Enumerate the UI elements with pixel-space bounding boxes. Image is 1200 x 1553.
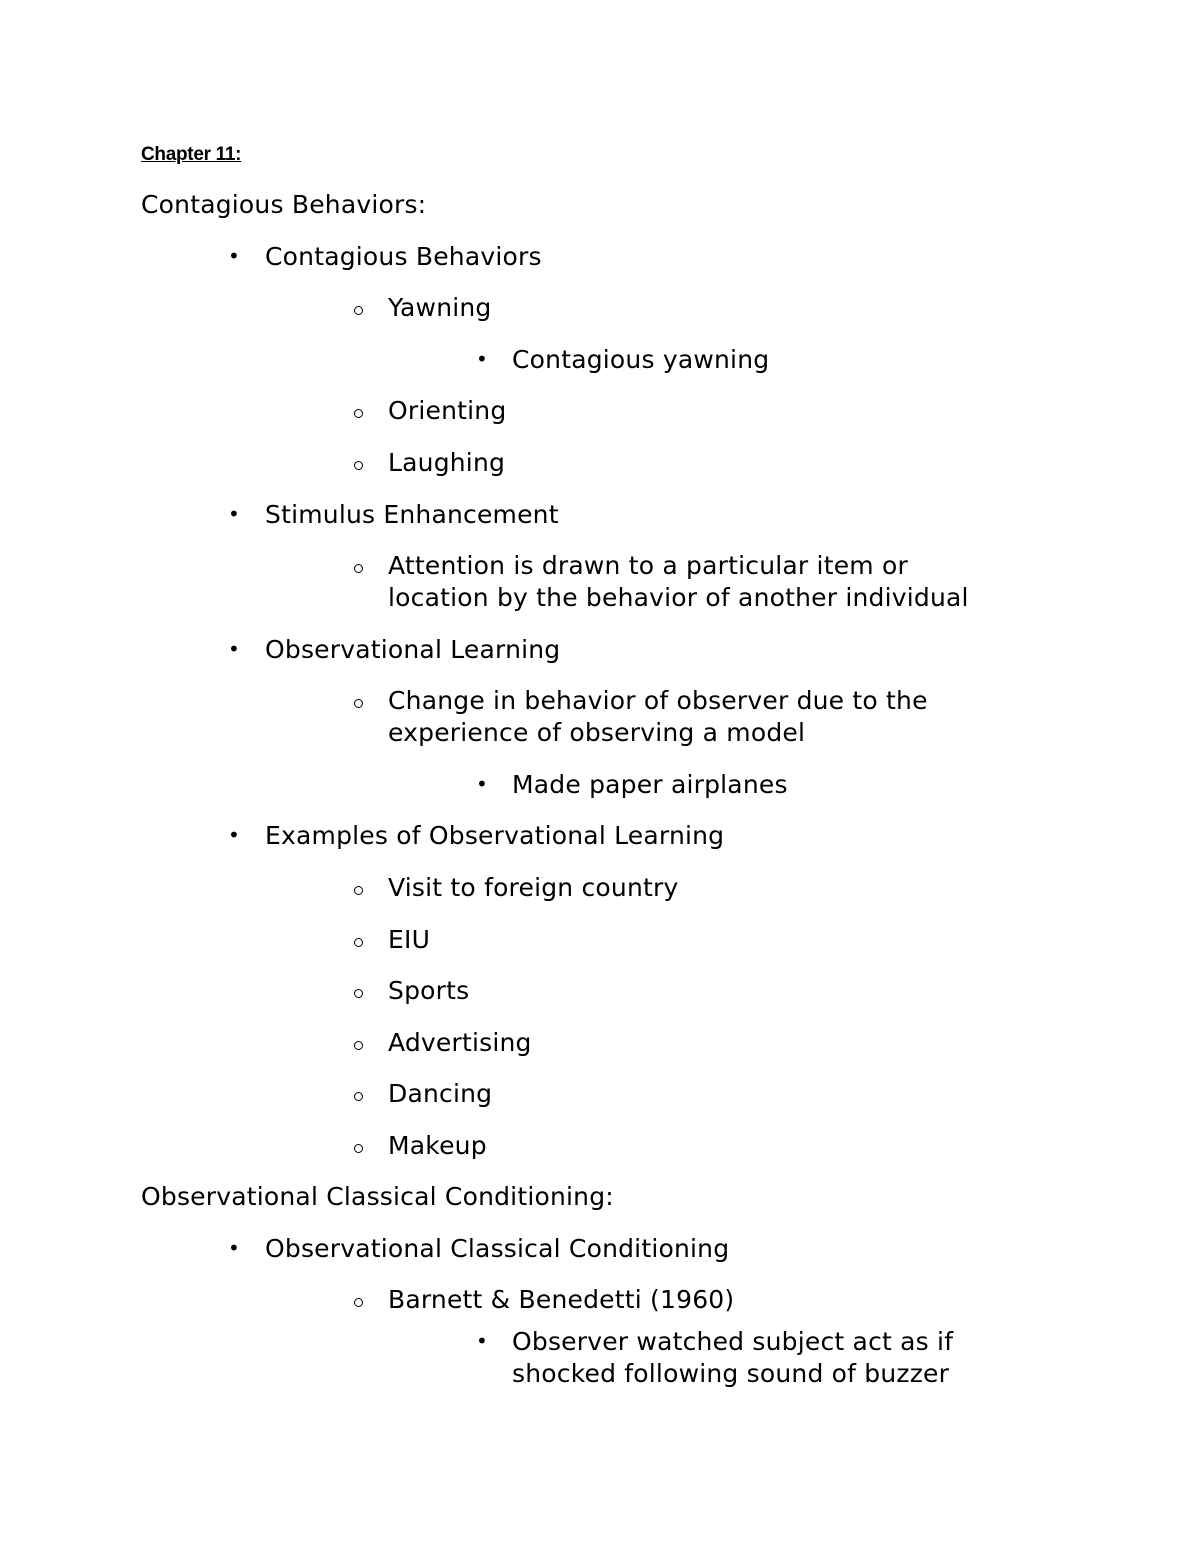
circle-bullet-icon (354, 938, 363, 947)
list-item: Barnett & Benedetti (1960) (388, 1285, 735, 1314)
circle-bullet-icon (354, 1144, 363, 1153)
bullet-icon: • (228, 244, 240, 268)
bullet-icon: • (228, 1236, 240, 1260)
list-item: Orienting (388, 396, 507, 425)
bullet-icon: • (228, 502, 240, 526)
circle-bullet-icon (354, 1041, 363, 1050)
list-item: Sports (388, 976, 470, 1005)
circle-bullet-icon (354, 989, 363, 998)
bullet-icon: • (476, 347, 488, 371)
list-item: Stimulus Enhancement (265, 500, 559, 529)
circle-bullet-icon (354, 1298, 363, 1307)
list-item: Advertising (388, 1028, 532, 1057)
circle-bullet-icon (354, 461, 363, 470)
list-item-continuation: shocked following sound of buzzer (512, 1359, 950, 1388)
list-item: Attention is drawn to a particular item or (388, 551, 908, 580)
list-item: Observer watched subject act as if (512, 1327, 954, 1356)
chapter-title: Chapter 11: (141, 144, 242, 165)
list-item: Laughing (388, 448, 506, 477)
list-item: Made paper airplanes (512, 770, 788, 799)
list-item-continuation: experience of observing a model (388, 718, 806, 747)
list-item: EIU (388, 925, 431, 954)
section-heading: Observational Classical Conditioning: (141, 1182, 614, 1211)
list-item: Makeup (388, 1131, 487, 1160)
circle-bullet-icon (354, 699, 363, 708)
list-item: Change in behavior of observer due to the (388, 686, 928, 715)
circle-bullet-icon (354, 886, 363, 895)
list-item: Visit to foreign country (388, 873, 679, 902)
circle-bullet-icon (354, 306, 363, 315)
section-heading: Contagious Behaviors: (141, 190, 427, 219)
circle-bullet-icon (354, 564, 363, 573)
list-item: Observational Classical Conditioning (265, 1234, 730, 1263)
list-item-continuation: location by the behavior of another individual (388, 583, 969, 612)
bullet-icon: • (228, 823, 240, 847)
circle-bullet-icon (354, 1092, 363, 1101)
bullet-icon: • (476, 772, 488, 796)
list-item: Examples of Observational Learning (265, 821, 725, 850)
list-item: Observational Learning (265, 635, 561, 664)
bullet-icon: • (228, 637, 240, 661)
list-item: Contagious yawning (512, 345, 770, 374)
bullet-icon: • (476, 1329, 488, 1353)
circle-bullet-icon (354, 409, 363, 418)
list-item: Contagious Behaviors (265, 242, 542, 271)
list-item: Yawning (388, 293, 492, 322)
list-item: Dancing (388, 1079, 493, 1108)
